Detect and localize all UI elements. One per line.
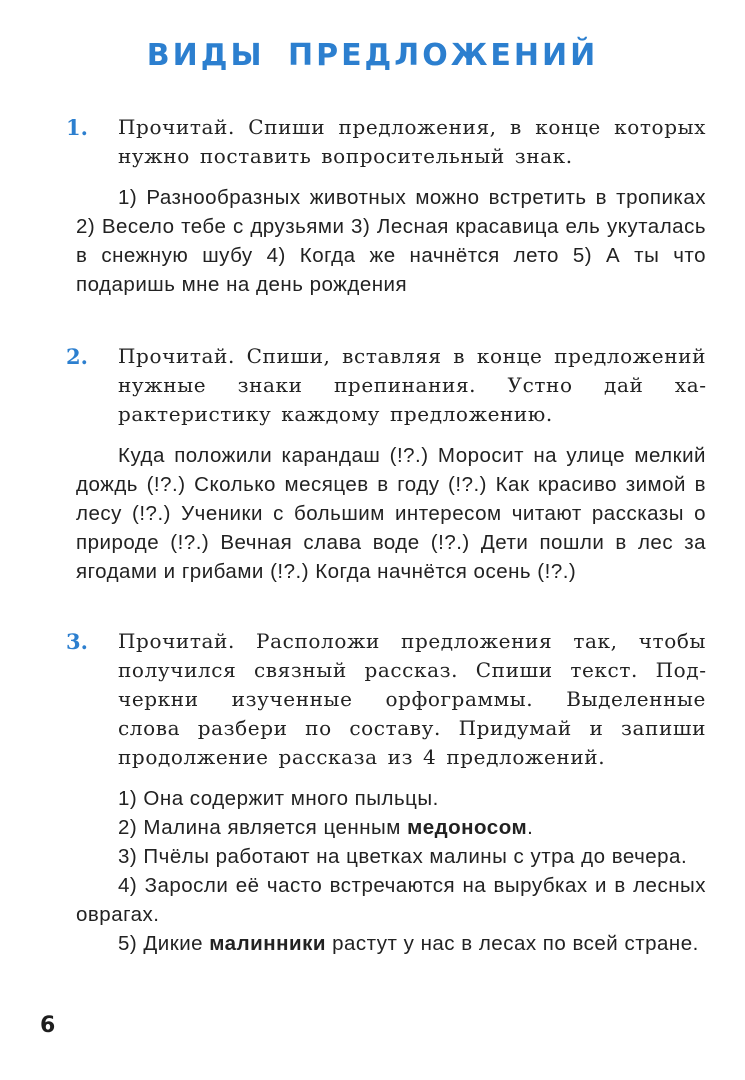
sentence-3: [76, 842, 706, 871]
task-1: [66, 113, 706, 299]
sentence-2: [76, 813, 706, 842]
task-text-content: 1) Разнообразных животных можно встретить в тропиках 2) Весело тебе с друзьями 3) Лесная красавица ель укуталась в снежную шубу 4) Когда же начнётся лето 5) А ты что подаришь мне на день рождения: [76, 186, 706, 296]
task-number: 2.: [66, 344, 88, 369]
task-instruction: Прочитай. Спиши, вставляя в конце предложений нужные знаки препинания. Устно дай характеристику каждому предложению.: [118, 344, 706, 426]
page-number: 6: [40, 1013, 56, 1038]
sentence-1: [76, 784, 706, 813]
sentence-4: [76, 871, 706, 929]
sentence-text: 3) Пчёлы работают на цветках малины с утра до вечера.: [118, 845, 688, 868]
task-text: [76, 441, 706, 586]
sentence-text: 4) Заросли её часто встречаются на вырубках и в лесных оврагах.: [76, 874, 706, 926]
sentence-text: 2) Малина является ценным: [118, 816, 408, 839]
task-text: [76, 183, 706, 299]
task-instruction: Прочитай. Расположи предложения так, чтобы получился связный рассказ. Спиши текст. Подчеркни изученные орфограммы. Выделенные слова разбери по составу. Придумай и запиши продолжение рассказа из 4 предложений.: [118, 629, 706, 769]
sentence-list: [76, 784, 706, 958]
task-text-content: Куда положили карандаш (!?.) Моросит на улице мелкий дождь (!?.) Сколько месяцев в году (!?.) Как красиво зимой в лесу (!?.) Ученики с большим интересом читают рассказы о природе (!?.) Вечная слава воде (!?.) Дети пошли в лес за ягодами и грибами (!?.) Когда начнётся осень (!?.): [76, 444, 706, 583]
page-title: ВИДЫ ПРЕДЛОЖЕНИЙ: [146, 38, 599, 73]
task-2: [66, 342, 706, 586]
sentence-5: [76, 929, 706, 958]
task-number: 3.: [66, 629, 88, 654]
sentence-text: 1) Она содержит много пыльцы.: [118, 787, 439, 810]
highlighted-word: медоносом: [407, 816, 528, 839]
task-3: [66, 627, 706, 958]
sentence-text: .: [527, 816, 534, 839]
sentence-text: растут у нас в лесах по всей стране.: [325, 932, 699, 955]
task-number: 1.: [66, 115, 88, 140]
task-instruction: Прочитай. Спиши предложения, в конце которых нужно поставить вопросительный знак.: [118, 115, 706, 168]
highlighted-word: малинники: [209, 932, 326, 955]
sentence-text: 5) Дикие: [118, 932, 210, 955]
